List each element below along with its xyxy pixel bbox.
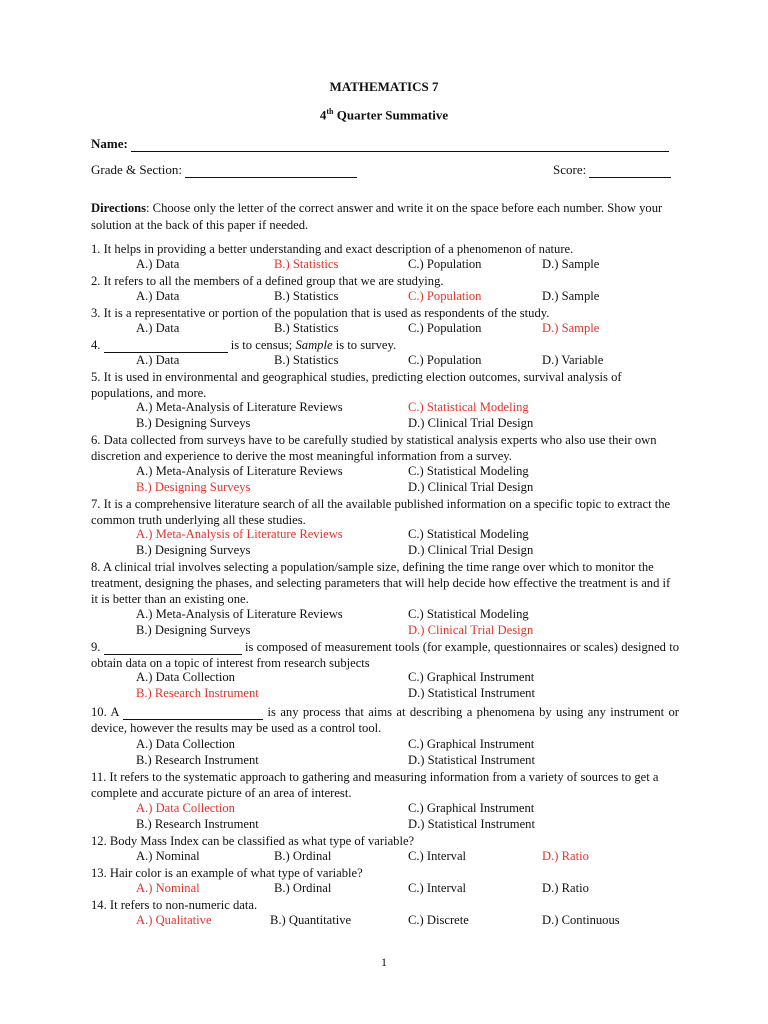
question-7-option-b: B.) Designing Surveys <box>136 543 251 557</box>
question-10-option-a: A.) Data Collection <box>136 737 235 751</box>
question-10-option-b: B.) Research Instrument <box>136 753 259 767</box>
question-14-stem: 14. It refers to non-numeric data. <box>91 898 258 912</box>
question-9-blank[interactable] <box>104 642 242 655</box>
question-4-blank[interactable] <box>104 340 228 353</box>
question-6-option-b: B.) Designing Surveys <box>136 480 251 494</box>
question-9-suffix: is composed of measurement tools (for example, questionnaires or scales) designed to obtain data on a topic of interest from research subjects <box>91 640 679 670</box>
question-2-option-c: C.) Population <box>408 289 482 303</box>
question-8-stem: 8. A clinical trial involves selecting a population/sample size, defining the time range over which to monitor the treatment, designing the phases, and selecting parameters that will help decide how effective the treatment is and if it is better than an existing one. <box>91 560 671 606</box>
question-8-option-b: B.) Designing Surveys <box>136 623 251 637</box>
score-row <box>553 162 671 178</box>
document-title: MATHEMATICS 7 <box>329 79 439 94</box>
question-10-option-d: D.) Statistical Instrument <box>408 753 535 767</box>
subtitle-superscript: th <box>326 107 334 116</box>
question-6-option-c: C.) Statistical Modeling <box>408 464 529 478</box>
question-5-option-d: D.) Clinical Trial Design <box>408 416 534 430</box>
question-13-option-a: A.) Nominal <box>136 881 200 895</box>
question-13-stem: 13. Hair color is an example of what type of variable? <box>91 866 363 880</box>
question-2-option-d: D.) Sample <box>542 289 600 303</box>
question-12-option-d: D.) Ratio <box>542 849 589 863</box>
question-9-option-c: C.) Graphical Instrument <box>408 670 535 684</box>
question-6-option-d: D.) Clinical Trial Design <box>408 480 534 494</box>
question-4-emphasis: Sample <box>295 338 333 352</box>
question-8-option-d: D.) Clinical Trial Design <box>408 623 534 637</box>
question-1-stem: 1. It helps in providing a better understanding and exact description of a phenomenon of nature. <box>91 242 574 256</box>
question-14-option-d: D.) Continuous <box>542 913 620 927</box>
question-11-option-d: D.) Statistical Instrument <box>408 817 535 831</box>
question-12-option-a: A.) Nominal <box>136 849 200 863</box>
question-3-option-a: A.) Data <box>136 321 180 335</box>
question-10-option-c: C.) Graphical Instrument <box>408 737 535 751</box>
question-1-option-a: A.) Data <box>136 257 180 271</box>
question-4-option-a: A.) Data <box>136 353 180 367</box>
question-4-prefix: 4. <box>91 338 104 352</box>
question-11-option-b: B.) Research Instrument <box>136 817 259 831</box>
question-3-option-b: B.) Statistics <box>274 321 339 335</box>
question-8-option-a: A.) Meta-Analysis of Literature Reviews <box>136 607 343 621</box>
question-3-stem: 3. It is a representative or portion of the population that is used as respondents of the study. <box>91 306 550 320</box>
question-2-option-a: A.) Data <box>136 289 180 303</box>
question-9-stem <box>91 639 679 671</box>
question-7-option-d: D.) Clinical Trial Design <box>408 543 534 557</box>
question-9-prefix: 9. <box>91 640 104 654</box>
directions <box>91 200 679 233</box>
question-13-option-b: B.) Ordinal <box>274 881 332 895</box>
question-9-option-b: B.) Research Instrument <box>136 686 259 700</box>
name-row <box>91 136 669 152</box>
question-7-option-a: A.) Meta-Analysis of Literature Reviews <box>136 527 343 541</box>
question-6-option-a: A.) Meta-Analysis of Literature Reviews <box>136 464 343 478</box>
directions-label: Directions <box>91 201 147 215</box>
question-10-prefix: 10. A <box>91 705 124 719</box>
score-label: Score: <box>553 162 587 177</box>
name-label: Name: <box>91 136 128 151</box>
question-5-option-a: A.) Meta-Analysis of Literature Reviews <box>136 400 343 414</box>
page-number: 1 <box>381 955 387 969</box>
question-1-option-b: B.) Statistics <box>274 257 339 271</box>
question-2-option-b: B.) Statistics <box>274 289 339 303</box>
question-13-option-d: D.) Ratio <box>542 881 589 895</box>
question-10-blank[interactable] <box>123 707 263 720</box>
question-11-stem: 11. It refers to the systematic approach to gathering and measuring information from a variety of sources to get a complete and accurate picture of an area of interest. <box>91 770 659 800</box>
question-1-option-d: D.) Sample <box>542 257 600 271</box>
name-field[interactable] <box>131 138 669 152</box>
question-10-stem <box>91 704 679 736</box>
question-1-option-c: C.) Population <box>408 257 482 271</box>
question-12-option-c: C.) Interval <box>408 849 467 863</box>
question-9-option-d: D.) Statistical Instrument <box>408 686 535 700</box>
question-11-option-c: C.) Graphical Instrument <box>408 801 535 815</box>
question-4-option-c: C.) Population <box>408 353 482 367</box>
question-4-option-d: D.) Variable <box>542 353 604 367</box>
subtitle-number: 4 <box>319 107 327 123</box>
subtitle-text: Quarter Summative <box>333 107 449 123</box>
grade-section-field[interactable] <box>185 164 357 178</box>
question-6-stem: 6. Data collected from surveys have to be carefully studied by statistical analysis experts who also use their own discretion and experience to derive the most meaningful information from a survey. <box>91 433 657 463</box>
question-2-stem: 2. It refers to all the members of a defined group that we are studying. <box>91 274 444 288</box>
question-7-option-c: C.) Statistical Modeling <box>408 527 529 541</box>
question-14-option-c: C.) Discrete <box>408 913 469 927</box>
question-14-option-b: B.) Quantitative <box>270 913 352 927</box>
question-4-stem <box>91 337 679 353</box>
question-13-option-c: C.) Interval <box>408 881 467 895</box>
score-field[interactable] <box>589 164 671 178</box>
question-5-option-c: C.) Statistical Modeling <box>408 400 529 414</box>
question-14-option-a: A.) Qualitative <box>136 913 212 927</box>
directions-text: : Choose only the letter of the correct answer and write it on the space before each number. Show your solution at the back of this paper if needed. <box>91 201 663 232</box>
question-4-text: is to census; <box>227 338 296 352</box>
question-4-option-b: B.) Statistics <box>274 353 339 367</box>
question-5-stem: 5. It is used in environmental and geographical studies, predicting election outcomes, survival analysis of populations, and more. <box>91 370 622 400</box>
question-7-stem: 7. It is a comprehensive literature search of all the available published information on a specific topic to extract the common truth underlying all these studies. <box>91 497 671 527</box>
grade-section-label: Grade & Section: <box>91 162 182 177</box>
question-3-option-c: C.) Population <box>408 321 482 335</box>
question-4-suffix: is to survey. <box>332 338 397 352</box>
document-subtitle <box>0 107 768 123</box>
question-8-option-c: C.) Statistical Modeling <box>408 607 529 621</box>
question-9-option-a: A.) Data Collection <box>136 670 235 684</box>
question-3-option-d: D.) Sample <box>542 321 600 335</box>
grade-section-row <box>91 162 357 178</box>
question-12-option-b: B.) Ordinal <box>274 849 332 863</box>
question-5-option-b: B.) Designing Surveys <box>136 416 251 430</box>
question-11-option-a: A.) Data Collection <box>136 801 235 815</box>
question-12-stem: 12. Body Mass Index can be classified as what type of variable? <box>91 834 415 848</box>
question-10-suffix: is any process that aims at describing a phenomena by using any instrument or device, however the results may be used as a control tool. <box>91 705 679 735</box>
